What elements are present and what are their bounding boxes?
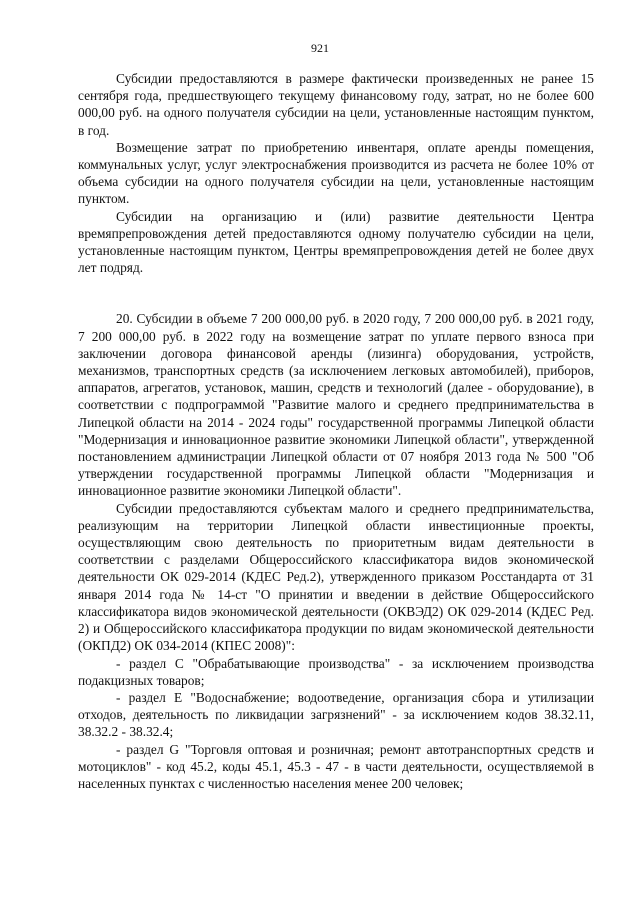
list-item-section-e: - раздел E "Водоснабжение; водоотведение, организация сбора и утилизации отходов, деятельность по ликвидации загрязнений" - за исключением кодов 38.32.11, 38.32.2 - 38.32.4; [78, 689, 594, 740]
paragraph-childcare-centers: Субсидии на организацию и (или) развитие деятельности Центра времяпрепровождения детей предоставляются одному получателю субсидии на цели, установленные настоящим пунктом, Центры времяпрепровождения детей не более двух лет подряд. [78, 208, 594, 276]
paragraph-reimbursement: Возмещение затрат по приобретению инвентаря, оплате аренды помещения, коммунальных услуг, услуг электроснабжения производится из расчета не более 10% от объема субсидии на одного получателя субсидии на цели, установленные настоящим пунктом. [78, 139, 594, 207]
document-body [78, 70, 594, 792]
paragraph-item-20: 20. Субсидии в объеме 7 200 000,00 руб. в 2020 году, 7 200 000,00 руб. в 2021 году, 7 200 000,00 руб. в 2022 году на возмещение затрат по уплате первого взноса при заключении договора финансовой аренды (лизинга) оборудования, устройств, механизмов, транспортных средств (за исключением легковых автомобилей), приборов, аппаратов, агрегатов, установок, машин, средств и технологий (далее - оборудование), в соответствии с подпрограммой "Развитие малого и среднего предпринимательства в Липецкой области на 2014 - 2024 годы" государственной программы Липецкой области "Модернизация и инновационное развитие экономики Липецкой области", утвержденной постановлением администрации Липецкой области от 07 ноября 2013 года № 500 "Об утверждении государственной программы Липецкой области "Модернизация и инновационное развитие экономики Липецкой области". [78, 311, 594, 499]
paragraph-subsidy-amount: Субсидии предоставляются в размере фактически произведенных не ранее 15 сентября года, предшествующего текущему финансовому году, затрат, но не более 600 000,00 руб. на одного получателя субсидии на цели, установленные настоящим пунктом, в год. [78, 71, 594, 138]
paragraph-recipients: Субсидии предоставляются субъектам малого и среднего предпринимательства, реализующим на территории Липецкой области инвестиционные проекты, осуществляющим свою деятельность по приоритетным видам деятельности в соответствии с разделами Общероссийского классификатора видов экономической деятельности ОК 029-2014 (КДЕС Ред.2), утвержденного приказом Росстандарта от 31 января 2014 года № 14-ст "О принятии и введении в действие Общероссийского классификатора видов экономической деятельности (ОКВЭД2) ОК 029-2014 (КДЕС Ред. 2) и Общероссийского классификатора продукции по видам экономической деятельности (ОКПД2) ОК 034-2014 (КПЕС 2008)": [78, 500, 594, 654]
page-number: 921 [311, 41, 329, 55]
list-item-section-c: - раздел C "Обрабатывающие производства" - за исключением производства подакцизных товаров; [78, 655, 594, 688]
list-item-section-g: - раздел G "Торговля оптовая и розничная; ремонт автотранспортных средств и мотоциклов" - код 45.2, коды 45.1, 45.3 - 47 - в части деятельности, осуществляемой в населенных пунктах с численностью населения менее 200 человек; [78, 741, 594, 791]
